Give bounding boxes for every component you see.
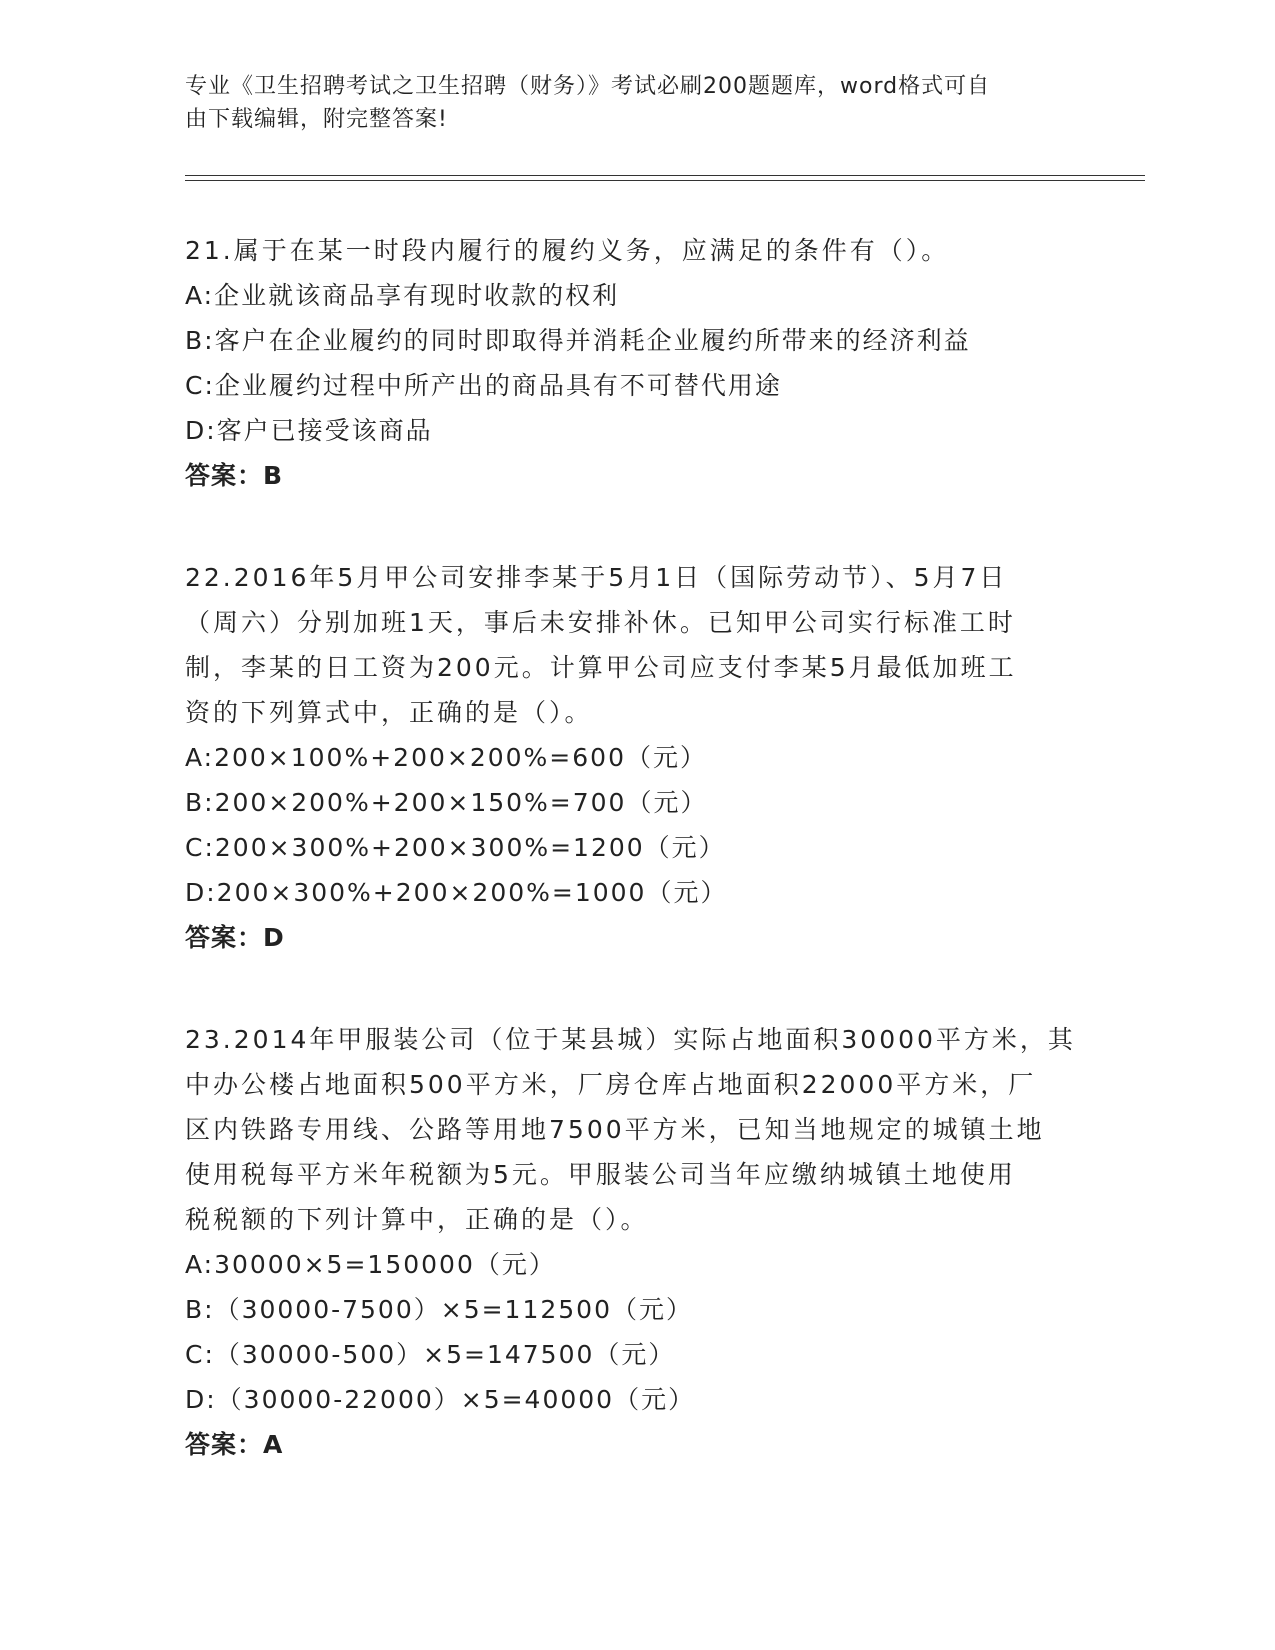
option-c: C:（30000-500）×5=147500（元）	[185, 1340, 676, 1369]
answer: 答案：B	[185, 461, 284, 490]
option-a: A:200×100%+200×200%=600（元）	[185, 743, 707, 772]
option-b: B:客户在企业履约的同时即取得并消耗企业履约所带来的经济利益	[185, 326, 971, 355]
question-stem: 中办公楼占地面积500平方米，厂房仓库占地面积22000平方米，厂	[185, 1070, 1037, 1099]
answer: 答案：D	[185, 923, 285, 952]
option-c: C:200×300%+200×300%=1200（元）	[185, 833, 726, 862]
option-d: D:客户已接受该商品	[185, 416, 433, 445]
option-d: D:（30000-22000）×5=40000（元）	[185, 1385, 696, 1414]
question-stem: 使用税每平方米年税额为5元。甲服装公司当年应缴纳城镇土地使用	[185, 1160, 1016, 1189]
header-rule-top	[185, 175, 1145, 176]
option-a: A:30000×5=150000（元）	[185, 1250, 556, 1279]
option-b: B:（30000-7500）×5=112500（元）	[185, 1295, 693, 1324]
question-stem: 制，李某的日工资为200元。计算甲公司应支付李某5月最低加班工	[185, 653, 1017, 682]
question-stem: 税税额的下列计算中，正确的是（）。	[185, 1205, 649, 1234]
question-stem: 22.2016年5月甲公司安排李某于5月1日（国际劳动节）、5月7日	[185, 563, 1008, 592]
question-21	[185, 228, 1085, 498]
question-stem: （周六）分别加班1天，事后未安排补休。已知甲公司实行标准工时	[185, 608, 1016, 637]
question-stem: 资的下列算式中，正确的是（）。	[185, 698, 593, 727]
header-line-2: 由下载编辑，附完整答案!	[185, 107, 448, 132]
question-22	[185, 555, 1085, 960]
question-stem: 23.2014年甲服装公司（位于某县城）实际占地面积30000平方米，其	[185, 1025, 1076, 1054]
option-a: A:企业就该商品享有现时收款的权利	[185, 281, 620, 310]
header-rule-bottom	[185, 180, 1145, 181]
answer: 答案：A	[185, 1430, 284, 1459]
question-stem: 21.属于在某一时段内履行的履约义务，应满足的条件有（）。	[185, 236, 950, 265]
question-list	[185, 228, 1085, 1524]
document-header	[185, 70, 1065, 136]
option-c: C:企业履约过程中所产出的商品具有不可替代用途	[185, 371, 782, 400]
question-23	[185, 1017, 1085, 1467]
header-line-1: 专业《卫生招聘考试之卫生招聘（财务）》考试必刷200题题库，word格式可自	[185, 74, 991, 99]
option-b: B:200×200%+200×150%=700（元）	[185, 788, 708, 817]
option-d: D:200×300%+200×200%=1000（元）	[185, 878, 728, 907]
question-stem: 区内铁路专用线、公路等用地7500平方米，已知当地规定的城镇土地	[185, 1115, 1045, 1144]
